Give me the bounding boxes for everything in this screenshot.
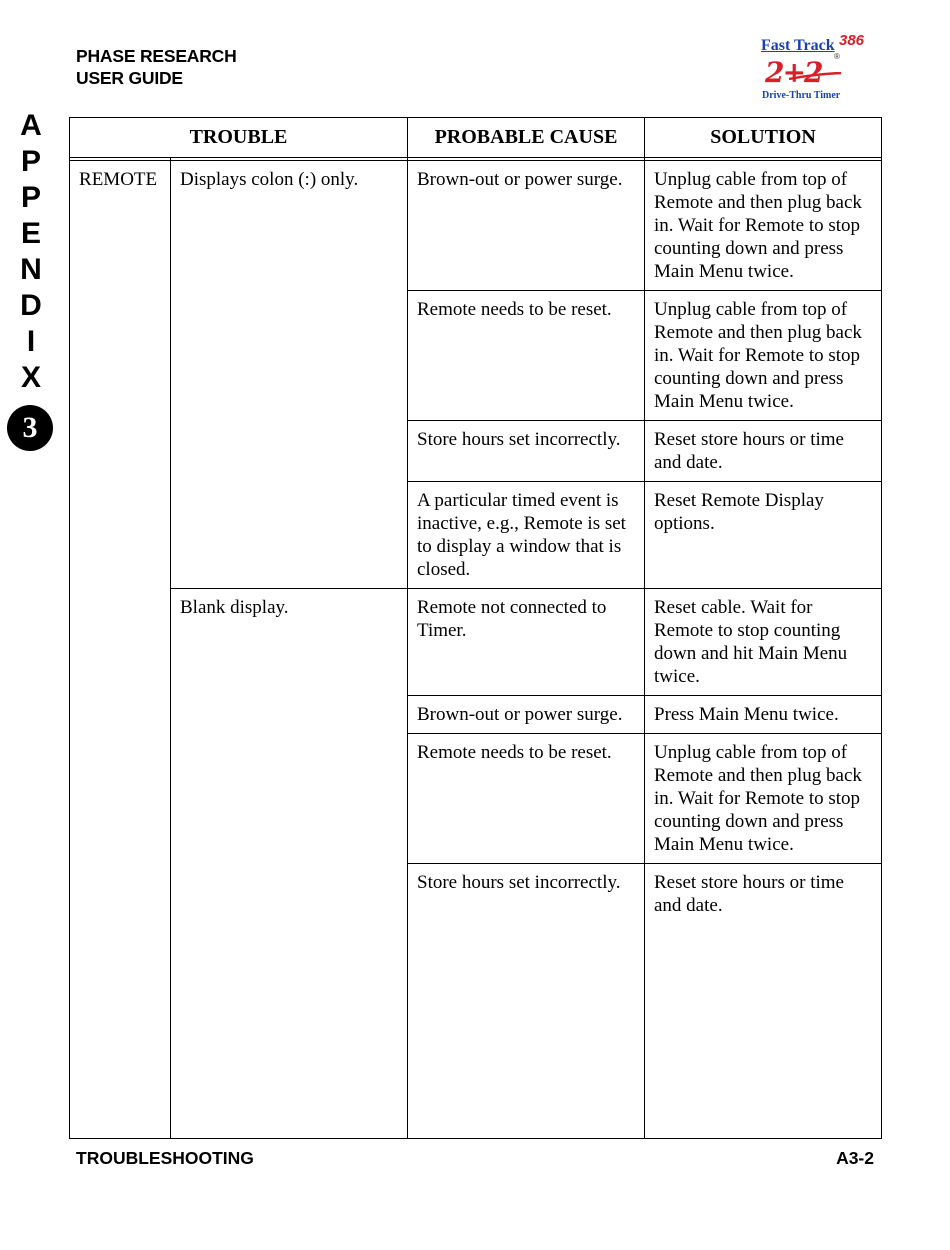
fast-track-logo: [755, 32, 875, 104]
document-header: [76, 45, 237, 89]
logo-model: 386: [839, 32, 865, 49]
appendix-letter: A: [20, 109, 42, 142]
solution-cell: Reset store hours or time and date.: [645, 864, 882, 1139]
solution-cell: Reset Remote Display options.: [645, 482, 882, 589]
header-line-2: USER GUIDE: [76, 68, 183, 88]
appendix-letter: I: [26, 325, 36, 358]
category-initial: R: [79, 169, 92, 190]
solution-cell: Unplug cable from top of Remote and then plug back in. Wait for Remote to stop counting down and press Main Menu twice.: [645, 291, 882, 421]
appendix-letter: P: [20, 181, 41, 214]
solution-cell: Unplug cable from top of Remote and then plug back in. Wait for Remote to stop counting down and press Main Menu twice.: [645, 161, 882, 291]
troubleshooting-table: [69, 117, 882, 1139]
logo-mark: 2+2: [765, 56, 822, 89]
table-header-row: [70, 118, 882, 158]
footer-section-title: TROUBLESHOOTING: [76, 1148, 254, 1168]
table-row: [70, 589, 882, 696]
logo-tagline: Drive-Thru Timer: [762, 90, 841, 101]
appendix-letter: D: [20, 289, 42, 322]
logo-swoosh-icon: [789, 72, 841, 80]
footer-page-number: A3-2: [836, 1148, 874, 1168]
category-cell: [70, 161, 171, 1139]
category-rest: EMOTE: [91, 169, 158, 190]
solution-cell: Reset store hours or time and date.: [645, 421, 882, 482]
logo-brand: Fast Track: [761, 37, 835, 54]
cause-cell: Remote needs to be reset.: [408, 291, 645, 421]
header-solution: SOLUTION: [645, 118, 882, 158]
cause-cell: Store hours set incorrectly.: [408, 421, 645, 482]
cause-cell: Remote not connected to Timer.: [408, 589, 645, 696]
symptom-cell: Blank display.: [171, 589, 408, 1139]
cause-cell: Remote needs to be reset.: [408, 734, 645, 864]
header-line-1: PHASE RESEARCH: [76, 46, 237, 66]
solution-cell: Press Main Menu twice.: [645, 696, 882, 734]
logo-registered-mark: ®: [834, 52, 840, 61]
cause-cell: A particular timed event is inactive, e.g., Remote is set to display a window that is closed.: [408, 482, 645, 589]
solution-cell: Reset cable. Wait for Remote to stop counting down and hit Main Menu twice.: [645, 589, 882, 696]
solution-cell: Unplug cable from top of Remote and then plug back in. Wait for Remote to stop counting down and press Main Menu twice.: [645, 734, 882, 864]
table-row: [70, 161, 882, 291]
cause-cell: Brown-out or power surge.: [408, 696, 645, 734]
cause-cell: Store hours set incorrectly.: [408, 864, 645, 1139]
appendix-letter: P: [20, 145, 41, 178]
symptom-cell: Displays colon (:) only.: [171, 161, 408, 589]
appendix-side-tab: [14, 108, 48, 396]
appendix-letter: N: [20, 253, 42, 286]
cause-cell: Brown-out or power surge.: [408, 161, 645, 291]
appendix-number-badge: 3: [7, 405, 53, 451]
appendix-letter: E: [20, 217, 41, 250]
header-probable-cause: PROBABLE CAUSE: [408, 118, 645, 158]
appendix-letter: X: [20, 361, 41, 394]
header-trouble: TROUBLE: [70, 118, 408, 158]
